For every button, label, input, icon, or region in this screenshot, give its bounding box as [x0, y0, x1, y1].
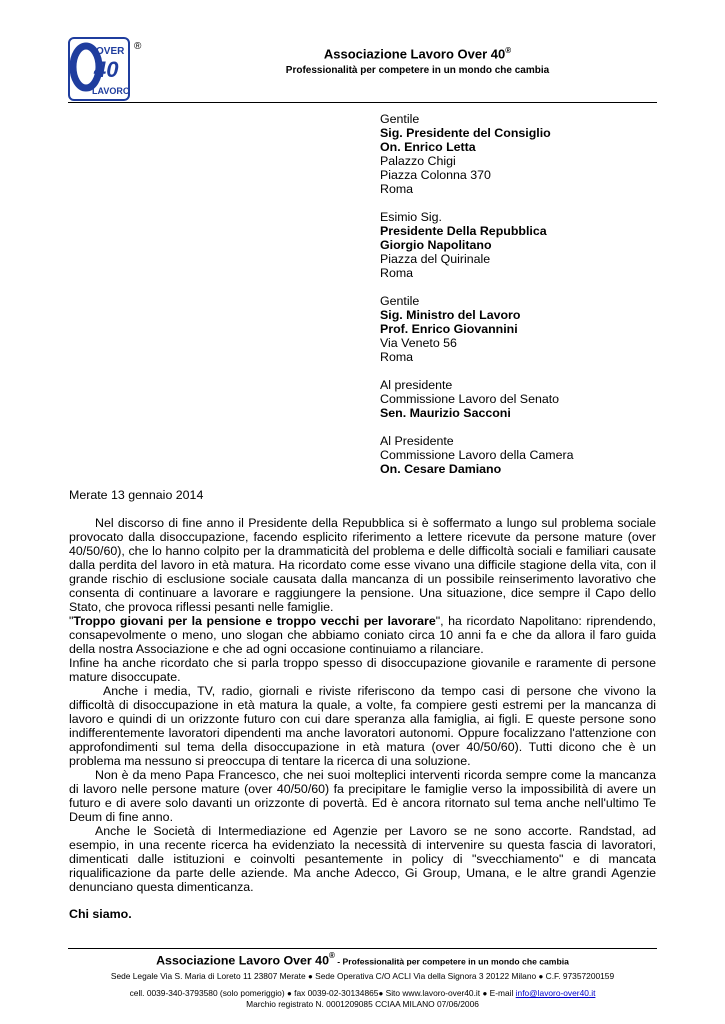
recipient-line: Roma: [380, 182, 414, 196]
recipient-line: Via Veneto 56: [380, 336, 457, 350]
footer-title-tail: - Professionalità per competere in un mondo che cambia: [334, 956, 569, 967]
footer-email-label: E-mail: [489, 988, 516, 998]
recipient-line: On. Enrico Letta: [380, 140, 476, 154]
bullet-icon: ●: [307, 972, 313, 981]
letter-body: [69, 516, 656, 894]
slogan: Troppo giovani per la pensione e troppo vecchi per lavorare: [73, 614, 436, 628]
footer-website: Sito www.lavoro-over40.it: [385, 988, 481, 998]
recipient-line: Sen. Maurizio Sacconi: [380, 406, 511, 420]
footer-fax: fax 0039-02-30134865: [294, 988, 379, 998]
header-title-text: Associazione Lavoro Over 40: [323, 46, 506, 62]
bullet-icon: ●: [538, 972, 544, 981]
paragraph-6: Anche le Società di Intermediazione ed Agenzie per Lavoro se ne sono accorte. Randstad, ad esempio, in una recente ricerca ha evidenziato la necessità di intervenire su questa fascia di lavoratori, dimenticati dalle istituzioni e coinvolti pesantemente in policy di "svecchiamento" e di mancata riqualificazione da parte delle aziende. Ma anche Adecco, Gi Group, Umana, e le altre grandi Agenzie denunciano questa dimenticanza.: [69, 824, 656, 894]
recipient-line: Sig. Presidente del Consiglio: [380, 126, 551, 140]
recipient-line: Piazza Colonna 370: [380, 168, 491, 182]
bullet-icon: ●: [378, 989, 384, 998]
paragraph-3: Infine ha anche ricordato che si parla troppo spesso di disoccupazione giovanile e raramente di persone mature disoccupate.: [69, 656, 656, 684]
association-logo: [68, 37, 130, 101]
header-divider: [68, 102, 657, 103]
footer-tax-code: C.F. 97357200159: [545, 971, 615, 981]
recipient-line: Prof. Enrico Giovannini: [380, 322, 518, 336]
recipient-block: [380, 112, 680, 196]
footer-email-link[interactable]: info@lavoro-over40.it: [515, 988, 596, 998]
recipient-line: On. Cesare Damiano: [380, 462, 502, 476]
logo-text-lavoro: LAVORO: [92, 86, 130, 96]
recipient-block: [380, 210, 680, 280]
logo-text-40: 40: [94, 57, 119, 82]
recipient-block: [380, 378, 680, 420]
section-heading: Chi siamo.: [69, 907, 132, 921]
recipient-line: Roma: [380, 266, 414, 280]
recipient-line: Commissione Lavoro del Senato: [380, 392, 560, 406]
recipient-block: [380, 434, 680, 476]
recipient-block: [380, 294, 680, 364]
paragraph-1: Nel discorso di fine anno il Presidente della Repubblica si è soffermato a lungo sul problema sociale provocato dalla disoccupazione, facendo esplicito riferimento a lettere ricevute da persone mature (over 40/50/60), che lo hanno colpito per la drammaticità del problema e delle difficoltà sociali e familiari causate dalla perdita del lavoro in età matura. Ha ricordato come esse vivano una difficile stagione della vita, con il grande rischio di esclusione sociale causata dalla mancanza di un possibile reinserimento lavorativo che consenta di continuare a lavorare e raggiungere la pensione. Una situazione, dice sempre il Capo dello Stato, che provoca riflessi pesanti nelle famiglie.: [69, 516, 656, 614]
recipient-line: Commissione Lavoro della Camera: [380, 448, 574, 462]
footer-title-text: Associazione Lavoro Over 40: [156, 953, 329, 968]
footer-legal-address: Sede Legale Via S. Maria di Loreto 11 23807 Merate: [110, 971, 306, 981]
quote-open: ": [69, 614, 74, 628]
registered-mark: ®: [134, 41, 142, 52]
footer-title: [68, 951, 657, 969]
footer-operative-address: Sede Operativa C/O ACLI Via della Signora 3 20122 Milano: [315, 971, 537, 981]
footer-divider: [68, 948, 657, 949]
recipient-line: Gentile: [380, 294, 420, 308]
recipient-line: Presidente Della Repubblica: [380, 224, 547, 238]
paragraph-5: Non è da meno Papa Francesco, che nei suoi molteplici interventi ricorda sempre come la mancanza di lavoro nelle persone mature (over 40/50/60) fa precipitare le famiglie verso la impossibilità di avere un futuro e di avere solo davanti un orizzonte di povertà. Ed è ancora ritornato sul tema anche nell'ultimo Te Deum di fine anno.: [69, 768, 656, 824]
recipient-line: Palazzo Chigi: [380, 154, 456, 168]
logo-text-over: OVER: [96, 46, 125, 57]
recipient-line: Esimio Sig.: [380, 210, 442, 224]
recipient-line: Giorgio Napolitano: [380, 238, 492, 252]
paragraph-4: Anche i media, TV, radio, giornali e riviste riferiscono da tempo casi di persone che vivono la difficoltà di disoccupazione in età matura la quale, a volte, fa compiere gesti estremi per la mancanza di lavoro e quindi di un orizzonte futuro con cui dare speranza alla famiglia, ai figli. E queste persone sono indifferentemente lavoratori dipendenti ma anche lavoratori autonomi. Oppure focalizzano l'attenzione con approfondimenti sul tema della disoccupazione in età matura (over 40/50/60). Tutti dicono che è un problema ma nessuno si preoccupa di tentare la ricerca di una soluzione.: [69, 684, 656, 768]
recipient-line: Piazza del Quirinale: [380, 252, 491, 266]
footer-trademark-line: Marchio registrato N. 0001209085 CCIAA MILANO 07/06/2006: [246, 999, 479, 1009]
paragraph-2: [69, 614, 656, 656]
date-line: Merate 13 gennaio 2014: [69, 488, 204, 502]
header-title-sup: ®: [505, 46, 512, 55]
recipient-line: Al presidente: [380, 378, 453, 392]
bullet-icon: ●: [286, 989, 292, 998]
footer-title-sup: ®: [328, 951, 335, 960]
footer-contact-line: [68, 988, 657, 998]
footer-phone: cell. 0039-340-3793580 (solo pomeriggio): [129, 988, 285, 998]
header-subtitle: Professionalità per competere in un mondo che cambia: [285, 65, 550, 76]
paragraph-2-rest: ", ha ricordato Napolitano: riprendendo, consapevolmente o meno, uno slogan che abbiamo coniato circa 10 anni fa e che da allora il faro guida della nostra Associazione e che ad ogni occasione continuiamo a rilanciare.: [69, 614, 656, 656]
recipient-line: Gentile: [380, 112, 420, 126]
bullet-icon: ●: [482, 989, 488, 998]
recipient-line: Roma: [380, 350, 414, 364]
footer-address-line: [68, 971, 657, 981]
recipient-line: Sig. Ministro del Lavoro: [380, 308, 521, 322]
recipients-block: [380, 112, 680, 490]
header-title: [150, 46, 685, 61]
recipient-line: Al Presidente: [380, 434, 454, 448]
